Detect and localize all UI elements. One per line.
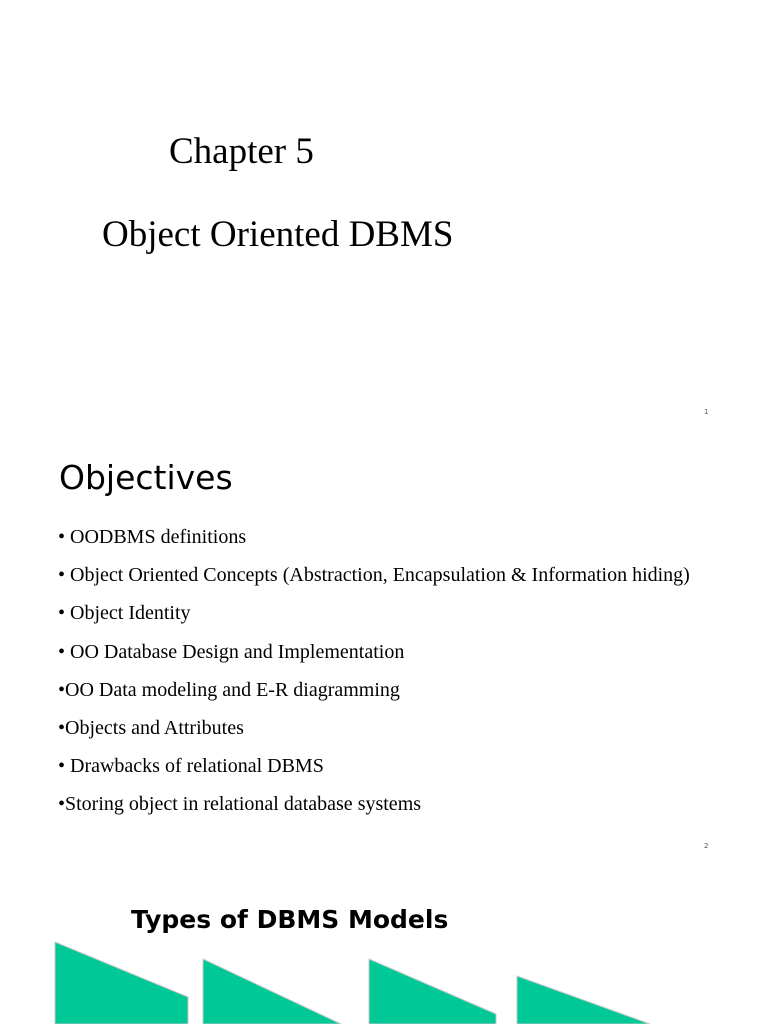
list-item: • Object Oriented Concepts (Abstraction, Encapsulation & Information hiding) bbox=[58, 564, 690, 587]
list-item: •Objects and Attributes bbox=[58, 716, 244, 739]
slide-title: Objectives bbox=[59, 458, 233, 497]
slide-title: Chapter 5 bbox=[169, 131, 314, 172]
slide-subtitle: Object Oriented DBMS bbox=[102, 214, 454, 255]
list-item: • OO Database Design and Implementation bbox=[58, 640, 405, 663]
list-item: • Object Identity bbox=[58, 602, 191, 625]
model-shape-4 bbox=[517, 976, 650, 1024]
model-shape-1 bbox=[55, 942, 188, 1024]
model-shapes bbox=[0, 863, 768, 1024]
slide-2 bbox=[0, 430, 768, 863]
model-shape-2 bbox=[203, 959, 341, 1024]
list-item: • Drawbacks of relational DBMS bbox=[58, 755, 324, 778]
objectives-list bbox=[58, 525, 690, 831]
list-item: •OO Data modeling and E-R diagramming bbox=[58, 678, 400, 701]
page-number: 1 bbox=[704, 408, 709, 416]
list-item: • OODBMS definitions bbox=[58, 526, 247, 548]
model-shape-3 bbox=[369, 959, 496, 1024]
slide-title: Types of DBMS Models bbox=[131, 905, 449, 934]
list-item: •Storing object in relational database systems bbox=[58, 793, 422, 816]
page-number: 2 bbox=[704, 842, 709, 850]
slide-3 bbox=[0, 863, 768, 1024]
slide-1 bbox=[0, 0, 768, 430]
